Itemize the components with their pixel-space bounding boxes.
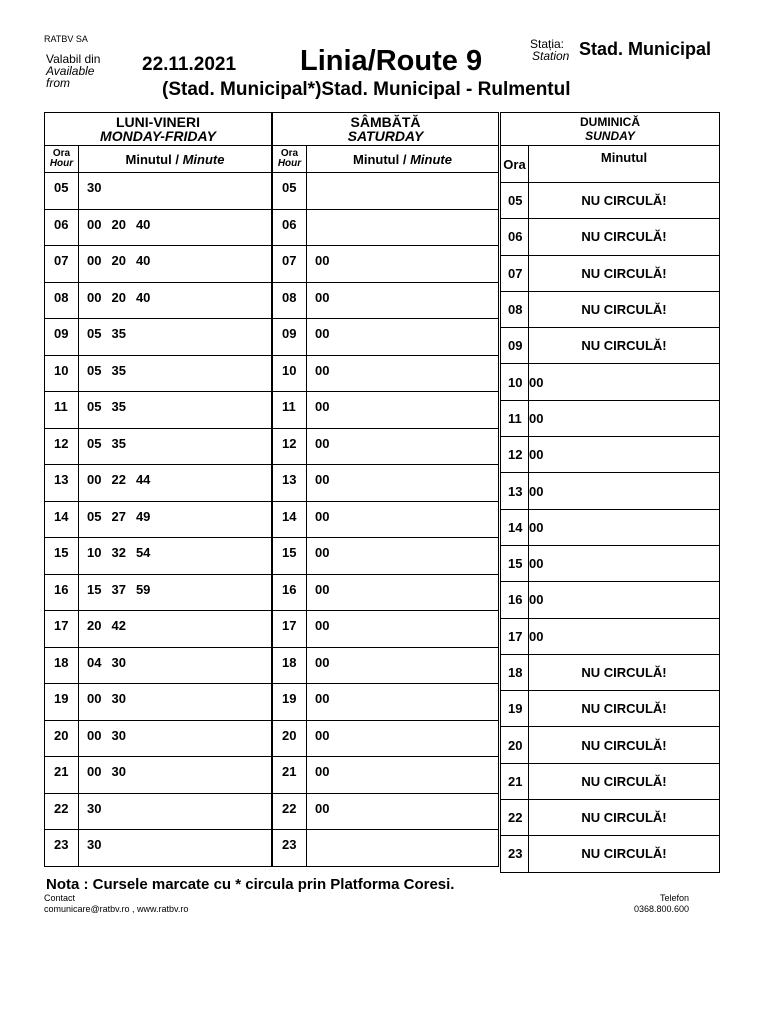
hour-cell: 12 [501, 437, 529, 473]
minute-value: 15 [87, 581, 102, 597]
minute-value: 40 [135, 253, 151, 268]
phone-label: Telefon [659, 893, 689, 903]
minutes-cell [79, 282, 272, 319]
minutes-cell [529, 509, 720, 545]
minutes-cell [79, 538, 272, 575]
minutes-cell [79, 209, 272, 246]
table-row [45, 428, 272, 465]
table-row [45, 684, 272, 721]
valid-label-ro: Valabil din [46, 52, 101, 66]
no-service-cell: NU CIRCULĂ! [529, 800, 720, 836]
hour-cell: 10 [45, 355, 79, 392]
table-row [501, 509, 720, 545]
table-row [501, 654, 720, 690]
no-service-cell: NU CIRCULĂ! [529, 219, 720, 255]
table-row [501, 691, 720, 727]
table-row [501, 364, 720, 400]
table-row [501, 291, 720, 327]
hour-cell: 11 [501, 400, 529, 436]
minutes-cell [79, 392, 272, 429]
company-name: RATBV SA [44, 34, 88, 44]
minute-value: 00 [87, 289, 102, 305]
minute-value: 05 [87, 362, 102, 378]
contact-value: comunicare@ratbv.ro , www.ratbv.ro [44, 904, 189, 914]
sunday-hour-header: Ora [501, 146, 529, 183]
minutes-cell [307, 319, 499, 356]
hour-cell: 15 [501, 545, 529, 581]
saturday-minute-header [307, 146, 499, 173]
footer-note: Nota : Cursele marcate cu * circula prin Platforma Coresi. [46, 876, 455, 893]
hour-cell: 12 [45, 428, 79, 465]
minutes-cell [307, 282, 499, 319]
minutes-cell [79, 574, 272, 611]
hour-cell: 09 [501, 328, 529, 364]
phone-block [623, 893, 689, 915]
sunday-header [501, 113, 720, 146]
table-row [45, 647, 272, 684]
minutes-cell [307, 793, 499, 830]
minute-label-ro: Minutul / [125, 151, 183, 167]
minute-value: 00 [315, 581, 330, 597]
hour-cell: 15 [273, 538, 307, 575]
table-row [501, 219, 720, 255]
table-row [45, 793, 272, 830]
no-service-cell: NU CIRCULĂ! [529, 836, 720, 872]
table-row [501, 183, 720, 219]
minutes-cell [307, 611, 499, 648]
hour-cell: 05 [45, 173, 79, 210]
sunday-minute-header: Minutul [529, 146, 720, 183]
minute-value: 00 [529, 519, 544, 535]
hour-cell: 16 [45, 574, 79, 611]
table-row [273, 538, 499, 575]
minute-value: 05 [87, 435, 102, 451]
hour-cell: 13 [45, 465, 79, 502]
minutes-cell [307, 757, 499, 794]
minute-value: 30 [87, 837, 102, 852]
minute-value: 30 [111, 727, 126, 743]
table-row [501, 437, 720, 473]
minute-value: 00 [87, 764, 102, 779]
minutes-cell [307, 647, 499, 684]
minutes-cell [307, 428, 499, 465]
table-row [45, 209, 272, 246]
table-row [273, 793, 499, 830]
contact-block [44, 893, 188, 915]
minute-value: 30 [87, 800, 102, 816]
table-row [273, 647, 499, 684]
hour-label-ro: Ora [52, 148, 71, 159]
minute-value: 00 [529, 483, 544, 499]
station-label-ro: Stația: [530, 37, 565, 51]
table-row [45, 611, 272, 648]
sunday-title-ro: DUMINICĂ [580, 115, 640, 129]
minute-value: 32 [111, 545, 126, 560]
minutes-cell [79, 611, 272, 648]
minute-value: 59 [135, 581, 151, 597]
minute-value: 00 [87, 691, 102, 706]
table-row [273, 684, 499, 721]
valid-date: 22.11.2021 [142, 54, 237, 75]
route-title: Linia/Route 9 [300, 45, 483, 77]
no-service-cell: NU CIRCULĂ! [529, 183, 720, 219]
table-row [45, 282, 272, 319]
table-row [273, 209, 499, 246]
minute-value: 00 [87, 216, 102, 232]
phone-value: 0368.800.600 [633, 904, 689, 914]
minutes-cell [529, 400, 720, 436]
minutes-cell [79, 647, 272, 684]
valid-label-en-1: Available [46, 64, 95, 78]
minute-value: 00 [315, 289, 330, 305]
hour-cell: 22 [501, 800, 529, 836]
minute-value: 35 [111, 362, 126, 378]
minute-value: 00 [315, 326, 330, 341]
minute-value: 00 [315, 508, 330, 524]
minute-value: 00 [529, 374, 544, 390]
minute-value: 27 [111, 508, 126, 524]
hour-cell: 18 [45, 647, 79, 684]
table-row [273, 282, 499, 319]
minutes-cell [79, 684, 272, 721]
table-row [45, 757, 272, 794]
minutes-cell [529, 618, 720, 654]
hour-cell: 20 [45, 720, 79, 757]
saturday-timetable [272, 112, 499, 867]
no-service-cell: NU CIRCULĂ! [529, 727, 720, 763]
minutes-cell [529, 364, 720, 400]
weekday-title-en: MONDAY-FRIDAY [100, 128, 216, 144]
valid-label-en-2: from [46, 76, 70, 90]
hour-cell: 05 [501, 183, 529, 219]
minutes-cell [79, 720, 272, 757]
minute-value: 44 [135, 472, 151, 487]
minute-value: 00 [315, 362, 330, 378]
minutes-cell [307, 465, 499, 502]
hour-cell: 07 [501, 255, 529, 291]
hour-cell: 21 [45, 757, 79, 794]
minute-value: 20 [111, 253, 126, 268]
minute-value: 10 [87, 545, 102, 560]
minute-value: 30 [87, 180, 102, 195]
hour-cell: 12 [273, 428, 307, 465]
minute-value: 00 [315, 435, 330, 451]
hour-cell: 08 [45, 282, 79, 319]
table-row [273, 246, 499, 283]
minutes-cell [307, 246, 499, 283]
table-row [273, 319, 499, 356]
contact-label: Contact [44, 893, 76, 903]
table-row [501, 727, 720, 763]
minute-value: 05 [87, 326, 102, 341]
table-row [273, 173, 499, 210]
minute-value: 35 [111, 326, 126, 341]
table-row [501, 618, 720, 654]
minute-value: 00 [315, 545, 330, 560]
minute-value: 00 [315, 472, 330, 487]
weekday-header [45, 113, 272, 146]
minute-value: 30 [111, 654, 126, 670]
minute-value: 04 [87, 654, 102, 670]
table-row [45, 830, 272, 867]
hour-cell: 17 [45, 611, 79, 648]
hour-cell: 18 [273, 647, 307, 684]
hour-cell: 06 [45, 209, 79, 246]
minute-value: 00 [87, 253, 102, 268]
table-row [273, 465, 499, 502]
table-row [273, 611, 499, 648]
sunday-rows [501, 183, 720, 873]
hour-cell: 06 [273, 209, 307, 246]
minute-value: 00 [529, 410, 544, 426]
minutes-cell [79, 830, 272, 867]
table-row [501, 328, 720, 364]
saturday-title-ro: SÂMBĂTĂ [350, 114, 421, 130]
station-label-en: Station [532, 49, 570, 63]
hour-cell: 22 [45, 793, 79, 830]
saturday-hour-header [273, 146, 307, 173]
no-service-cell: NU CIRCULĂ! [529, 328, 720, 364]
hour-cell: 10 [273, 355, 307, 392]
hour-cell: 16 [273, 574, 307, 611]
hour-cell: 19 [45, 684, 79, 721]
hour-cell: 19 [501, 691, 529, 727]
table-row [45, 538, 272, 575]
table-row [45, 355, 272, 392]
minute-value: 00 [315, 800, 330, 816]
minute-value: 42 [111, 618, 126, 633]
hour-cell: 07 [273, 246, 307, 283]
table-row [45, 720, 272, 757]
hour-cell: 14 [273, 501, 307, 538]
minute-label-en: Minute [410, 151, 452, 167]
weekday-title-ro: LUNI-VINERI [116, 114, 200, 130]
minutes-cell [307, 538, 499, 575]
saturday-rows [273, 173, 499, 867]
table-row [501, 582, 720, 618]
table-row [45, 465, 272, 502]
table-row [45, 173, 272, 210]
hour-label-en: Hour [277, 158, 302, 169]
minutes-cell [529, 473, 720, 509]
hour-cell: 13 [501, 473, 529, 509]
table-row [45, 574, 272, 611]
minute-label-en: Minute [182, 151, 225, 167]
minute-value: 00 [315, 618, 330, 633]
minute-value: 30 [111, 691, 126, 706]
minute-value: 00 [315, 727, 330, 743]
weekday-hour-header [45, 146, 79, 173]
minute-value: 37 [111, 581, 126, 597]
minute-value: 22 [111, 472, 126, 487]
route-description: (Stad. Municipal*)Stad. Municipal - Rulmentul [162, 79, 571, 100]
minutes-cell [307, 501, 499, 538]
hour-cell: 22 [273, 793, 307, 830]
minute-value: 20 [87, 618, 102, 633]
table-row [501, 400, 720, 436]
hour-cell: 15 [45, 538, 79, 575]
hour-label-ro: Ora [280, 148, 299, 159]
minute-value: 00 [87, 472, 102, 487]
no-service-cell: NU CIRCULĂ! [529, 291, 720, 327]
table-row [273, 574, 499, 611]
hour-cell: 16 [501, 582, 529, 618]
minutes-cell [307, 209, 499, 246]
minutes-cell [79, 246, 272, 283]
minute-label-ro: Minutul / [353, 151, 411, 167]
minutes-cell [307, 830, 499, 867]
minute-value: 05 [87, 508, 102, 524]
weekday-rows [45, 173, 272, 867]
hour-cell: 23 [501, 836, 529, 872]
table-row [501, 763, 720, 799]
weekday-minute-header [79, 146, 272, 173]
sunday-timetable [500, 112, 720, 873]
hour-cell: 08 [273, 282, 307, 319]
minutes-cell [307, 392, 499, 429]
saturday-header [273, 113, 499, 146]
minutes-cell [79, 793, 272, 830]
minute-value: 00 [315, 253, 330, 268]
hour-cell: 21 [273, 757, 307, 794]
no-service-cell: NU CIRCULĂ! [529, 654, 720, 690]
station-label [530, 38, 569, 62]
sunday-title-en: SUNDAY [585, 129, 635, 143]
minutes-cell [79, 173, 272, 210]
hour-cell: 23 [273, 830, 307, 867]
minutes-cell [529, 437, 720, 473]
table-row [45, 319, 272, 356]
hour-cell: 05 [273, 173, 307, 210]
table-row [45, 246, 272, 283]
hour-cell: 06 [501, 219, 529, 255]
table-row [501, 545, 720, 581]
minutes-cell [79, 501, 272, 538]
hour-cell: 11 [45, 392, 79, 429]
minute-value: 00 [529, 628, 544, 644]
hour-cell: 19 [273, 684, 307, 721]
minutes-cell [307, 720, 499, 757]
valid-from-label [46, 53, 100, 89]
hour-cell: 23 [45, 830, 79, 867]
hour-cell: 11 [273, 392, 307, 429]
hour-cell: 14 [501, 509, 529, 545]
hour-cell: 13 [273, 465, 307, 502]
hour-cell: 07 [45, 246, 79, 283]
hour-label-en: Hour [49, 158, 74, 169]
minutes-cell [79, 428, 272, 465]
hour-cell: 09 [45, 319, 79, 356]
hour-cell: 08 [501, 291, 529, 327]
minute-value: 00 [87, 727, 102, 743]
minute-value: 00 [315, 399, 330, 414]
table-row [273, 392, 499, 429]
minute-value: 35 [111, 399, 126, 414]
minute-value: 54 [135, 545, 151, 560]
table-row [501, 255, 720, 291]
minute-value: 40 [135, 289, 151, 305]
minute-value: 40 [135, 216, 151, 232]
no-service-cell: NU CIRCULĂ! [529, 255, 720, 291]
minutes-cell [307, 684, 499, 721]
no-service-cell: NU CIRCULĂ! [529, 691, 720, 727]
table-row [273, 501, 499, 538]
table-row [273, 830, 499, 867]
hour-cell: 10 [501, 364, 529, 400]
hour-cell: 17 [273, 611, 307, 648]
no-service-cell: NU CIRCULĂ! [529, 763, 720, 799]
minutes-cell [79, 355, 272, 392]
weekday-timetable [44, 112, 272, 867]
station-name: Stad. Municipal [579, 39, 712, 59]
minute-value: 20 [111, 216, 126, 232]
minutes-cell [79, 465, 272, 502]
minute-value: 00 [315, 691, 330, 706]
table-row [273, 428, 499, 465]
hour-cell: 20 [501, 727, 529, 763]
minute-value: 35 [111, 435, 126, 451]
minute-value: 49 [135, 508, 151, 524]
minutes-cell [79, 319, 272, 356]
minute-value: 30 [111, 764, 126, 779]
table-row [273, 757, 499, 794]
table-row [45, 501, 272, 538]
hour-cell: 20 [273, 720, 307, 757]
minutes-cell [307, 574, 499, 611]
hour-cell: 17 [501, 618, 529, 654]
minutes-cell [529, 582, 720, 618]
minute-value: 00 [315, 764, 330, 779]
table-row [45, 392, 272, 429]
minute-value: 00 [529, 592, 544, 608]
table-row [273, 355, 499, 392]
minute-value: 05 [87, 399, 102, 414]
table-row [501, 836, 720, 872]
saturday-title-en: SATURDAY [347, 128, 424, 144]
table-row [501, 473, 720, 509]
minutes-cell [307, 173, 499, 210]
minute-value: 20 [111, 289, 126, 305]
minute-value: 00 [315, 654, 330, 670]
hour-cell: 09 [273, 319, 307, 356]
minute-value: 00 [529, 556, 544, 572]
minute-value: 00 [529, 447, 544, 463]
hour-cell: 18 [501, 654, 529, 690]
minutes-cell [79, 757, 272, 794]
table-row [273, 720, 499, 757]
hour-cell: 21 [501, 763, 529, 799]
minutes-cell [307, 355, 499, 392]
hour-cell: 14 [45, 501, 79, 538]
minutes-cell [529, 545, 720, 581]
table-row [501, 800, 720, 836]
